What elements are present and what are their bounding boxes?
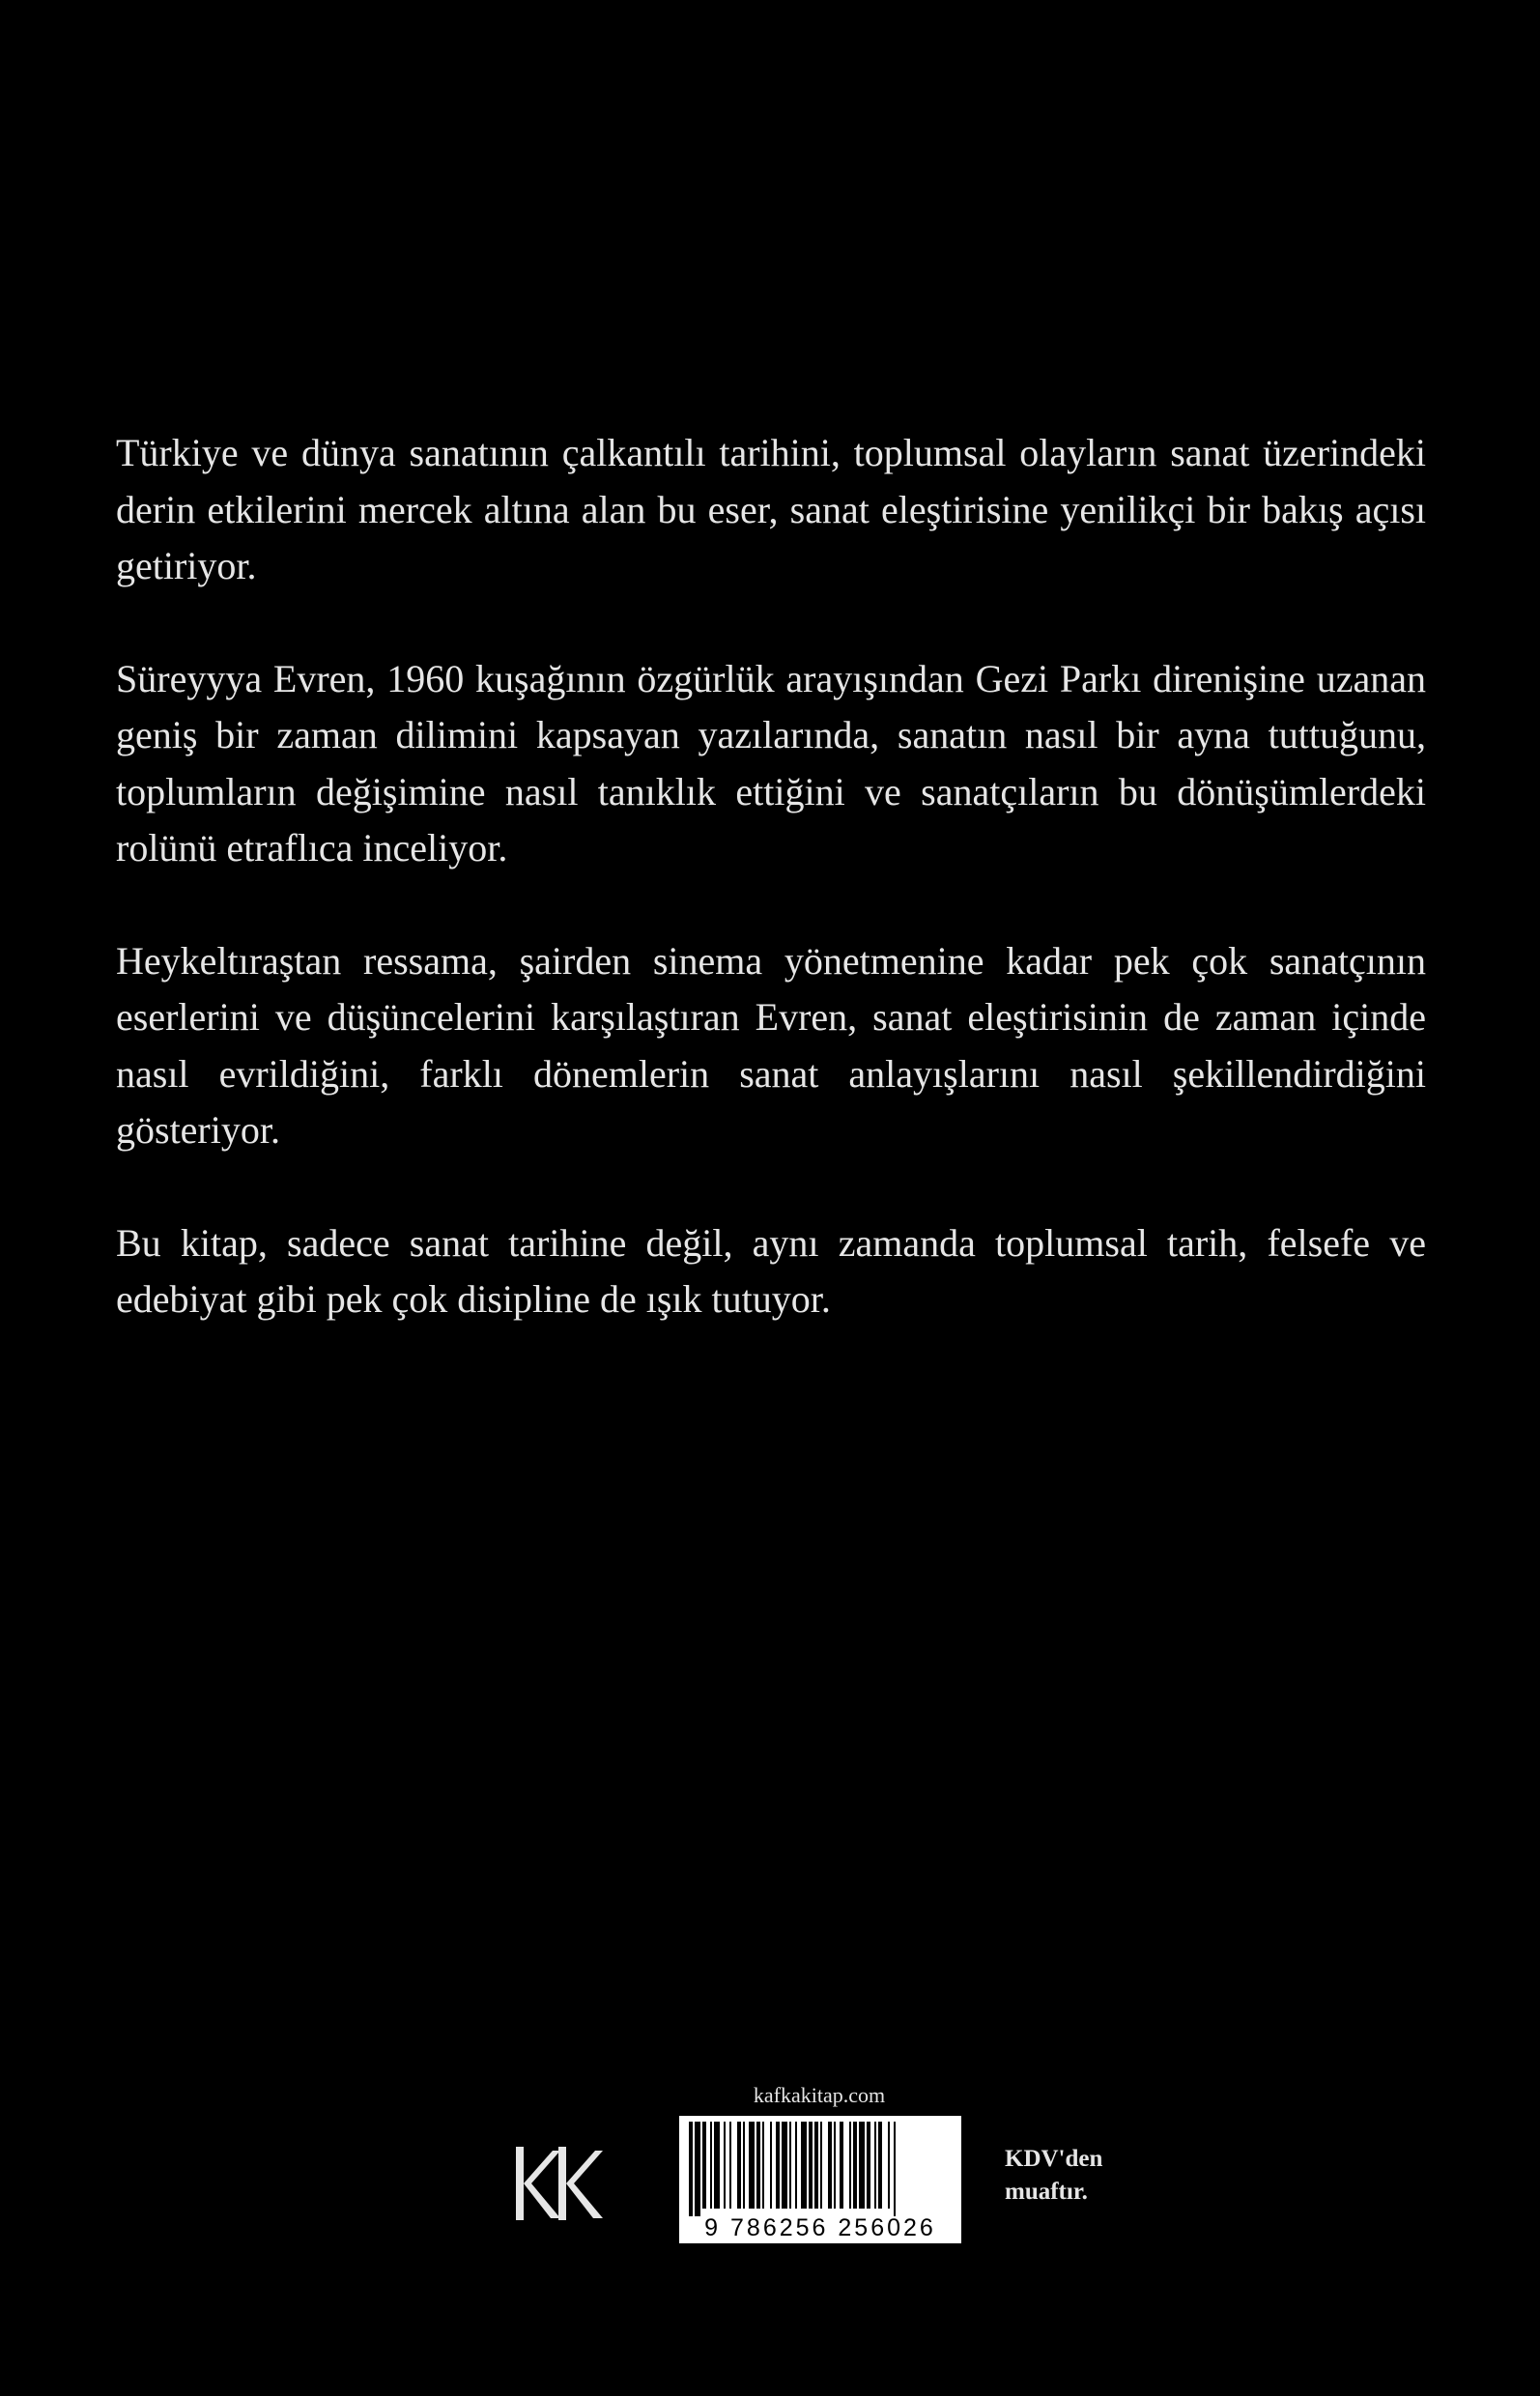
barcode-bar <box>776 2122 780 2209</box>
barcode-bar <box>853 2122 857 2209</box>
barcode-bar <box>710 2122 712 2209</box>
barcode-bar <box>743 2122 745 2209</box>
barcode-bar <box>729 2122 731 2209</box>
barcode-bar <box>724 2122 726 2209</box>
blurb-paragraph-1: Türkiye ve dünya sanatının çalkantılı tarihini, toplumsal olayların sanat üzerindeki derin etkilerini mercek altına alan bu eser, sanat eleştirisine yenilikçi bir bakış açısı getiriyor. <box>116 431 1426 587</box>
barcode-bar <box>795 2122 797 2209</box>
kk-monogram-logo <box>502 2145 607 2222</box>
barcode-bar <box>756 2122 760 2209</box>
barcode-bar <box>894 2122 896 2216</box>
blurb-paragraph-3: Heykeltıraştan ressama, şairden sinema yönetmenine kadar pek çok sanatçının eserlerini ve düşüncelerini karşılaştıran Evren, sanat eleştirisinin de zaman içinde nasıl evrildiğini, farklı dönemlerin sanat anlayışlarını nasıl şekillendirdiğini gösteriyor. <box>116 938 1426 1152</box>
barcode-bar <box>859 2122 865 2209</box>
blurb-paragraph-4: Bu kitap, sadece sanat tarihine değil, aynı zamanda toplumsal tarih, felsefe ve edebiyat gibi pek çok disipline de ışık tutuyor. <box>116 1220 1426 1321</box>
barcode-bar <box>874 2122 876 2209</box>
barcode-bar <box>689 2122 693 2216</box>
barcode-bar <box>867 2122 870 2209</box>
barcode-bar <box>814 2122 818 2209</box>
barcode-bar <box>695 2122 700 2216</box>
barcode-bar <box>737 2122 741 2209</box>
isbn-barcode <box>679 2116 961 2243</box>
barcode-bar <box>770 2122 772 2209</box>
barcode-bar <box>834 2122 836 2209</box>
tax-exemption-note <box>1005 2143 1102 2209</box>
barcode-bar <box>888 2122 890 2209</box>
barcode-bar <box>789 2122 791 2209</box>
barcode-bar <box>782 2122 787 2209</box>
barcode-bar <box>801 2122 807 2209</box>
barcode-bar <box>762 2122 764 2209</box>
tax-note-line-2: muaftır. <box>1005 2179 1088 2205</box>
cover-footer <box>0 2077 1540 2251</box>
barcode-bar <box>878 2122 882 2209</box>
barcode-bar <box>702 2122 706 2209</box>
barcode-bars <box>679 2116 961 2216</box>
barcode-bar <box>749 2122 755 2209</box>
back-cover-blurb <box>116 425 1426 1384</box>
barcode-bar <box>714 2122 720 2209</box>
barcode-bar <box>840 2122 843 2209</box>
barcode-bar <box>828 2122 832 2209</box>
isbn-number: 9 786256 256026 <box>704 2214 936 2241</box>
blurb-paragraph-2: Süreyyya Evren, 1960 kuşağının özgürlük arayışından Gezi Parkı direnişine uzanan geniş bir zaman dilimini kapsayan yazılarında, sanatın nasıl bir ayna tuttuğunu, toplumların değişimine nasıl tanıklık ettiğini ve sanatçıların bu dönüşümlerdeki rolünü etraflıca inceliyor. <box>116 656 1426 870</box>
publisher-website: kafkakitap.com <box>753 2083 886 2107</box>
barcode-bar <box>849 2122 851 2209</box>
barcode-bar <box>809 2122 813 2209</box>
tax-note-line-1: KDV'den <box>1005 2146 1103 2172</box>
barcode-bar <box>820 2122 822 2209</box>
